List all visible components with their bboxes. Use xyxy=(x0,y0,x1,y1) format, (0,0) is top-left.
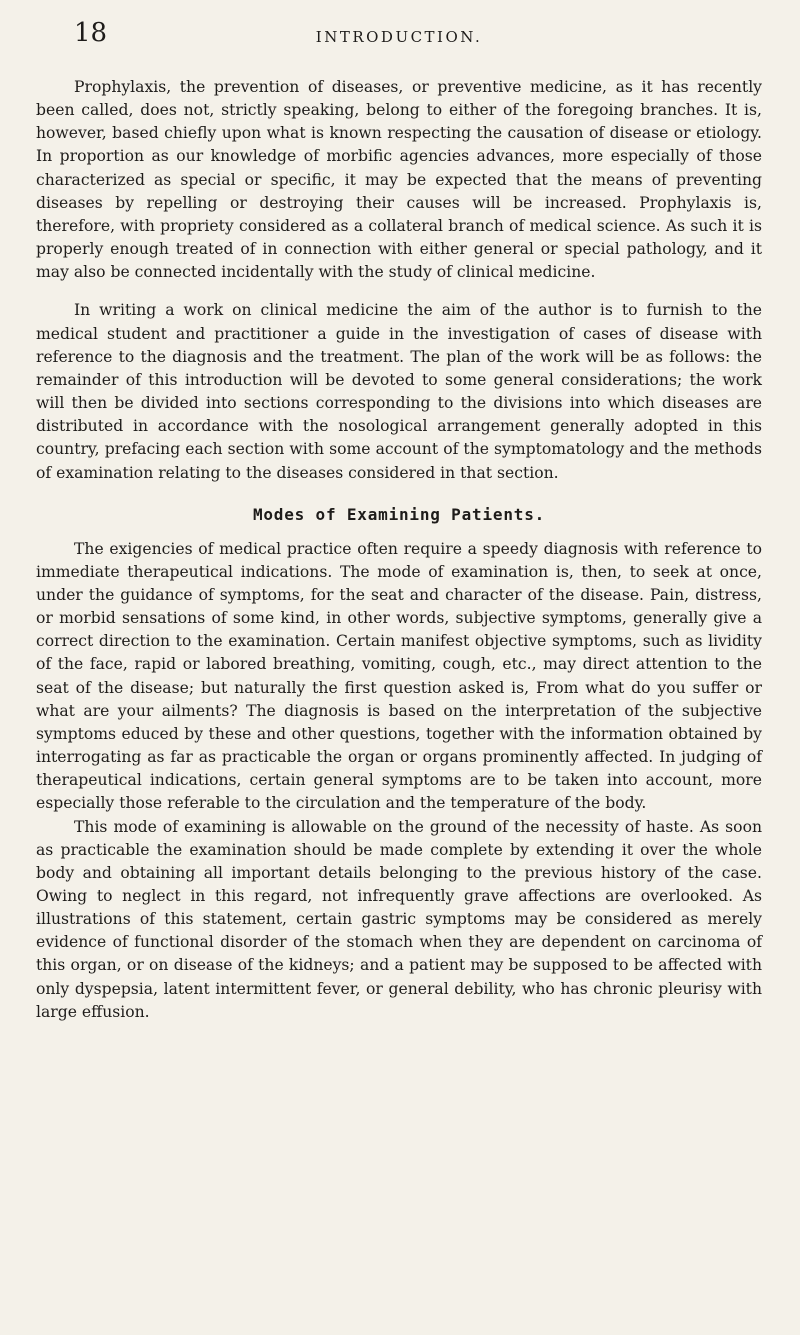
paragraph-prophylaxis: Prophylaxis, the prevention of diseases, or preventive medicine, as it has recently been called, does not, strictly speaking, belong to either of the foregoing branches. It is, however, based chiefly upon what is known respecting the causation of disease or etiology. In proportion as our knowledge of morbific agencies advances, more especially of those characterized as special or specific, it may be expected that the means of preventing diseases by repelling or destroying their causes will be increased. Prophylaxis is, therefore, with propriety considered as a collateral branch of medical science. As such it is properly enough treated of in connection with either general or special pathology, and it may also be connected incidentally with the study of clinical medicine. xyxy=(36,78,762,282)
paragraph-exigencies: The exigencies of medical practice often require a speedy diagnosis with reference to immediate therapeutical indications. The mode of examination is, then, to seek at once, under the guidance of symptoms, for the seat and character of the disease. Pain, distress, or morbid sensations of some kind, in other words, subjective symptoms, generally give a correct direction to the examination. Certain manifest objective symptoms, such as lividity of the face, rapid or labored breathing, vomiting, cough, etc., may direct attention to the seat of the disease; but naturally the first question asked is, From what do you suffer or what are your ailments? The diagnosis is based on the interpretation of the subjective symptoms educed by these and other questions, together with the information obtained by interrogating as far as practicable the organ or organs prominently affected. In judging of therapeutical indications, certain general symptoms are to be taken into account, more especially those referable to the circulation and the temperature of the body. xyxy=(36,539,762,813)
running-head: INTRODUCTION. xyxy=(315,28,483,46)
paragraph-mode-of-examining: This mode of examining is allowable on the ground of the necessity of haste. As soon as practicable the examination should be made complete by extending it over the whole body and obtaining all important details belonging to the previous history of the case. Owing to neglect in this regard, not infrequently grave affections are overlooked. As illustrations of this statement, certain gastric symptoms may be considered as merely evidence of functional disorder of the stomach when they are dependent on carcinoma of this organ, or on disease of the kidneys; and a patient may be supposed to be affected with only dyspepsia, latent intermittent fever, or general debility, who has chronic pleurisy with large effusion. xyxy=(36,817,762,1021)
paragraph-plan-of-work: In writing a work on clinical medicine the aim of the author is to furnish to the medical student and practitioner a guide in the investigation of cases of disease with reference to the diagnosis and the treatment. The plan of the work will be as follows: the remainder of this introduction will be devoted to some general considerations; the work will then be divided into sections corresponding to the divisions into which diseases are distributed in accordance with the nosological arrangement generally adopted in this country, prefacing each section with some account of the symptomatology and the methods of examination relating to the diseases considered in that section. xyxy=(36,301,762,482)
page-number: 18 xyxy=(74,18,108,48)
section-heading: Modes of Examining Patients. xyxy=(252,504,546,524)
page-header xyxy=(36,0,762,54)
